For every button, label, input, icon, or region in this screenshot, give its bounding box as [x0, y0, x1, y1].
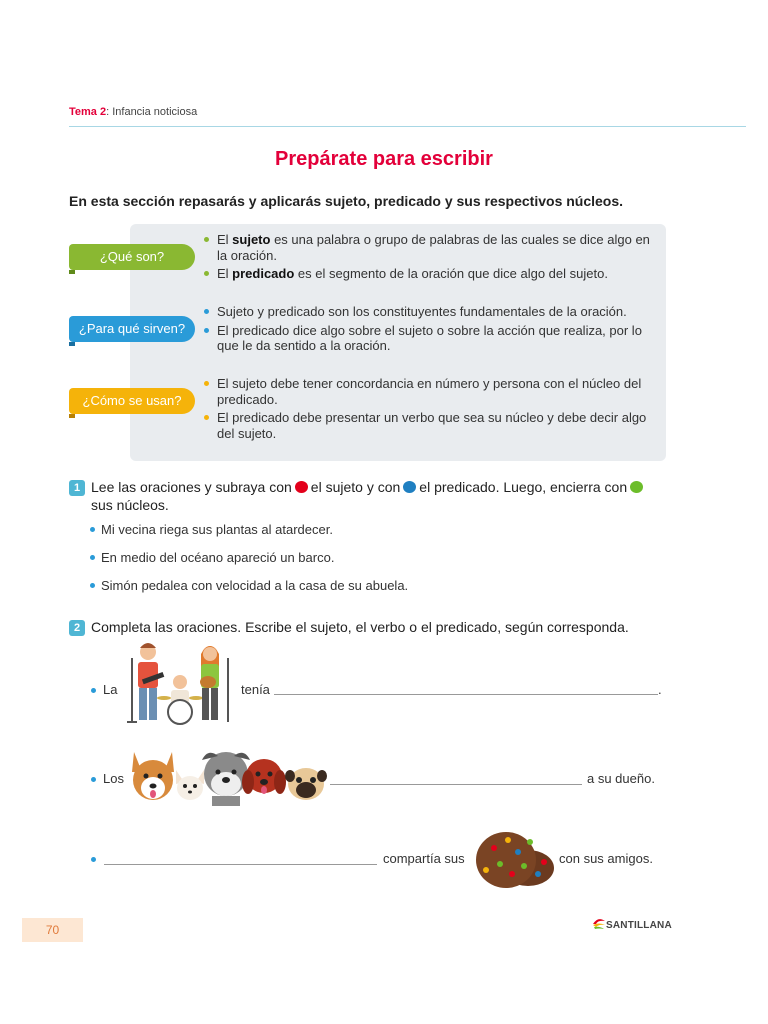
bullet — [91, 688, 96, 693]
row1-mid: tenía — [241, 682, 270, 697]
red-splat-icon — [295, 481, 308, 493]
blue-splat-icon — [403, 481, 416, 493]
bullet — [91, 777, 96, 782]
row2-end: a su dueño. — [587, 771, 655, 786]
activity-number: 2 — [69, 620, 85, 636]
cookies-illustration — [472, 826, 556, 892]
topic-title: Infancia noticiosa — [112, 106, 198, 118]
topic-header: Tema 2: Infancia noticiosa — [69, 106, 198, 118]
sentence-1: Mi vecina riega sus plantas al atardecer. — [90, 522, 333, 537]
answer-line[interactable] — [274, 694, 658, 695]
row3-end: con sus amigos. — [559, 851, 653, 866]
topic-label: Tema 2 — [69, 106, 107, 118]
list-item: El predicado es el segmento de la oración que dice algo del sujeto. — [204, 266, 662, 282]
list-item: Sujeto y predicado son los constituyentes fundamentales de la oración. — [204, 304, 662, 320]
sentence-3: Simón pedalea con velocidad a la casa de su abuela. — [90, 578, 408, 593]
dogs-illustration — [128, 744, 328, 806]
page-number: 70 — [22, 918, 83, 942]
activity-number: 1 — [69, 480, 85, 496]
row3-mid: compartía sus — [383, 851, 465, 866]
answer-line[interactable] — [330, 784, 582, 785]
list-para-que — [204, 304, 662, 357]
list-item: El predicado dice algo sobre el sujeto o sobre la acción que realiza, por lo que le da sentido a la oración. — [204, 323, 662, 354]
activity2-instructions: Completa las oraciones. Escribe el sujeto, el verbo o el predicado, según corresponda. — [91, 619, 629, 635]
list-como — [204, 376, 662, 444]
intro-text: En esta sección repasarás y aplicarás sujeto, predicado y sus respectivos núcleos. — [69, 193, 624, 209]
list-item: El predicado debe presentar un verbo que sea su núcleo y debe decir algo del sujeto. — [204, 410, 662, 441]
bullet — [91, 857, 96, 862]
tag-como: ¿Cómo se usan? — [69, 388, 195, 414]
row1-end: . — [658, 682, 662, 697]
row1-pre: La — [103, 682, 118, 697]
sentence-2: En medio del océano apareció un barco. — [90, 550, 334, 565]
list-que-son — [204, 232, 662, 285]
list-item: El sujeto debe tener concordancia en número y persona con el núcleo del predicado. — [204, 376, 662, 407]
header-divider — [69, 126, 746, 127]
activity1-instructions: Lee las oraciones y subraya con el sujeto y con el predicado. Luego, encierra consus núcleos. — [91, 478, 661, 514]
tag-que-son: ¿Qué son? — [69, 244, 195, 270]
row2-pre: Los — [103, 771, 124, 786]
tag-para-que: ¿Para qué sirven? — [69, 316, 195, 342]
green-splat-icon — [630, 481, 643, 493]
santillana-icon — [592, 918, 606, 930]
page-title: Prepárate para escribir — [275, 148, 493, 170]
answer-line[interactable] — [104, 864, 377, 865]
publisher-logo: SANTILLANA — [592, 918, 672, 931]
list-item: El sujeto es una palabra o grupo de palabras de las cuales se dice algo en la oración. — [204, 232, 662, 263]
band-illustration — [124, 636, 236, 726]
